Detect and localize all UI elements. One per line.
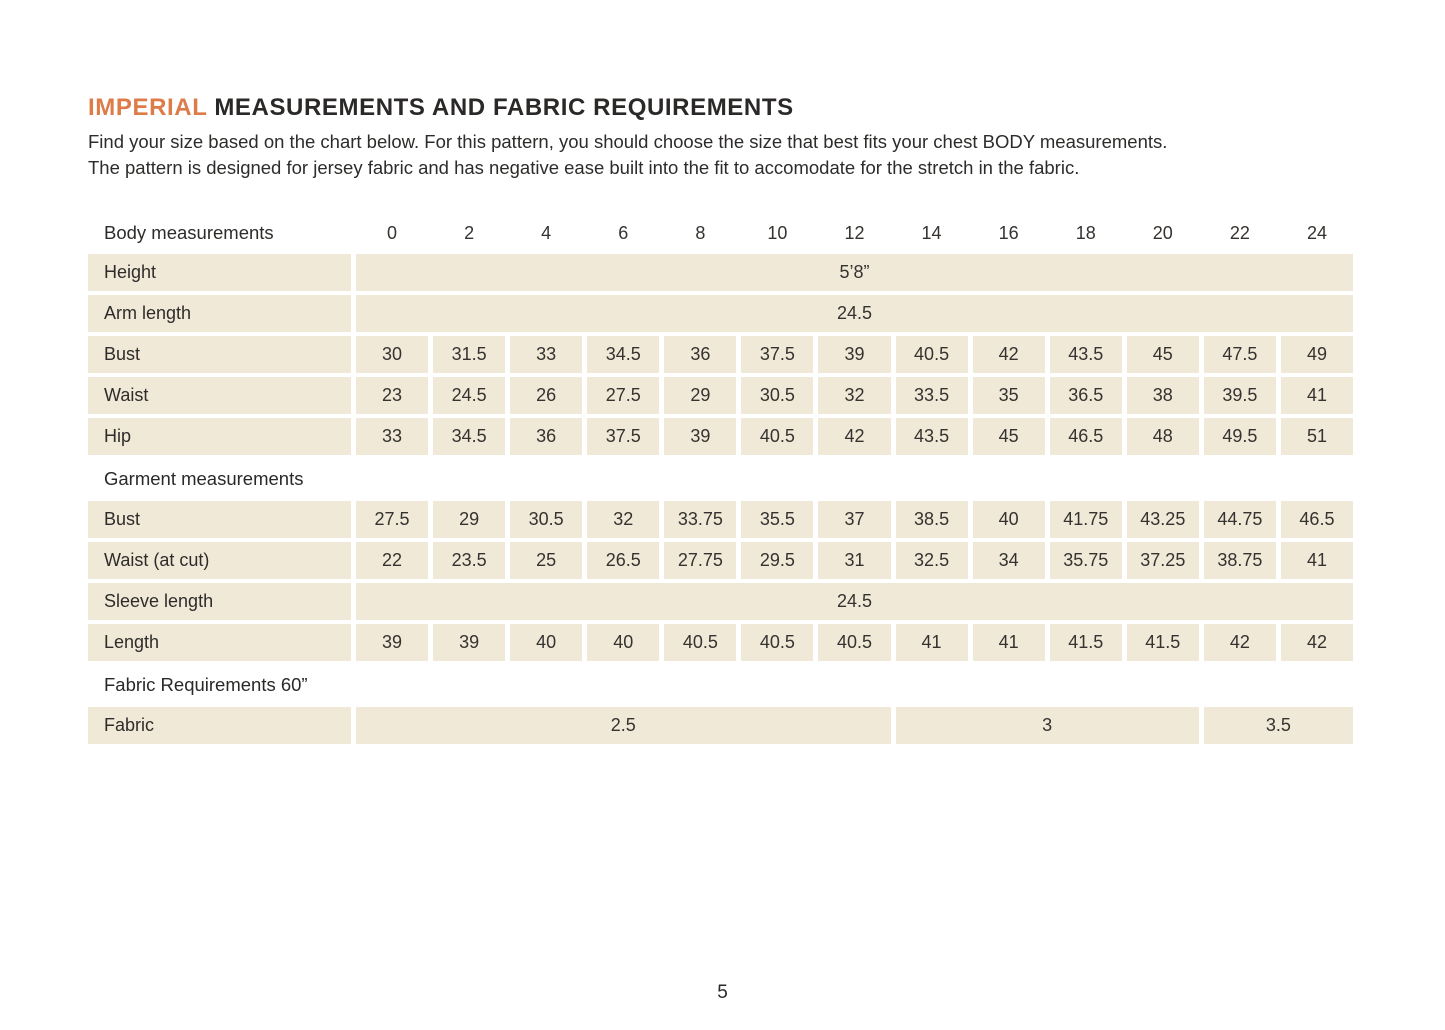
intro-line-1: Find your size based on the chart below. For this pattern, you should choose the size that best fits your chest BODY measurements. [88, 131, 1168, 152]
size-value-cell: 38 [1127, 377, 1199, 414]
size-value-cell: 37.25 [1127, 542, 1199, 579]
row-span-value: 5’8” [356, 254, 1353, 291]
row-span-value: 24.5 [356, 295, 1353, 332]
intro-line-2: The pattern is designed for jersey fabric and has negative ease built into the fit to accomodate for the stretch in the fabric. [88, 156, 1080, 178]
table-header-label: Body measurements [104, 222, 274, 243]
size-value-cell: 29 [664, 377, 736, 414]
row-span-value: 24.5 [356, 583, 1353, 620]
section-header: Fabric Requirements 60” [104, 674, 308, 695]
row-label: Arm length [88, 295, 351, 332]
size-value-cell: 24.5 [433, 377, 505, 414]
size-column-header: 4 [541, 222, 552, 243]
size-value-cell: 38.5 [896, 501, 968, 538]
size-value-cell: 40.5 [741, 624, 813, 661]
size-value-cell: 32 [587, 501, 659, 538]
size-value-cell: 42 [1281, 624, 1353, 661]
size-value-cell: 27.5 [587, 377, 659, 414]
size-value-cell: 41 [1281, 542, 1353, 579]
size-value-cell: 44.75 [1204, 501, 1276, 538]
fabric-span-cell: 3 [896, 707, 1199, 744]
table-row [88, 707, 1353, 744]
row-label: Length [88, 624, 351, 661]
size-column-header: 8 [695, 222, 706, 243]
row-label: Bust [88, 501, 351, 538]
size-value-cell: 49.5 [1204, 418, 1276, 455]
size-value-cell: 34.5 [587, 336, 659, 373]
table-header-row [88, 219, 1353, 247]
size-value-cell: 33 [510, 336, 582, 373]
row-label: Fabric [88, 707, 351, 744]
size-value-cell: 22 [356, 542, 428, 579]
size-column-header: 6 [618, 222, 629, 243]
size-value-cell: 31.5 [433, 336, 505, 373]
size-value-cell: 34 [973, 542, 1045, 579]
size-value-cell: 37 [818, 501, 890, 538]
size-value-cell: 29.5 [741, 542, 813, 579]
size-value-cell: 38.75 [1204, 542, 1276, 579]
size-value-cell: 51 [1281, 418, 1353, 455]
size-column-header: 14 [921, 222, 942, 243]
size-value-cell: 37.5 [587, 418, 659, 455]
size-value-cell: 27.5 [356, 501, 428, 538]
size-value-cell: 30.5 [741, 377, 813, 414]
table-row [88, 336, 1353, 373]
size-column-header: 2 [464, 222, 475, 243]
size-value-cell: 39 [818, 336, 890, 373]
size-column-header: 22 [1229, 222, 1250, 243]
size-value-cell: 33.5 [896, 377, 968, 414]
page-title [88, 94, 1353, 122]
size-value-cell: 34.5 [433, 418, 505, 455]
size-column-header: 16 [998, 222, 1019, 243]
size-column-header: 10 [767, 222, 788, 243]
size-value-cell: 41 [973, 624, 1045, 661]
section-header: Garment measurements [104, 468, 304, 489]
size-value-cell: 25 [510, 542, 582, 579]
size-column-header: 24 [1306, 222, 1327, 243]
size-value-cell: 47.5 [1204, 336, 1276, 373]
size-value-cell: 43.5 [896, 418, 968, 455]
size-value-cell: 41.5 [1050, 624, 1122, 661]
fabric-span-cell: 3.5 [1204, 707, 1353, 744]
size-value-cell: 40.5 [896, 336, 968, 373]
size-value-cell: 37.5 [741, 336, 813, 373]
size-value-cell: 41.5 [1127, 624, 1199, 661]
size-value-cell: 46.5 [1281, 501, 1353, 538]
size-value-cell: 41 [896, 624, 968, 661]
table-row [88, 624, 1353, 661]
table-row [88, 418, 1353, 455]
row-label: Sleeve length [88, 583, 351, 620]
size-value-cell: 30 [356, 336, 428, 373]
size-value-cell: 42 [973, 336, 1045, 373]
size-value-cell: 35.75 [1050, 542, 1122, 579]
size-value-cell: 27.75 [664, 542, 736, 579]
row-label: Height [88, 254, 351, 291]
size-value-cell: 48 [1127, 418, 1199, 455]
table-row [88, 542, 1353, 579]
size-value-cell: 39 [356, 624, 428, 661]
size-value-cell: 40 [973, 501, 1045, 538]
row-label: Bust [88, 336, 351, 373]
size-value-cell: 40.5 [664, 624, 736, 661]
measurements-table [88, 219, 1353, 744]
intro-paragraph [88, 129, 1353, 180]
size-value-cell: 35 [973, 377, 1045, 414]
size-value-cell: 41 [1281, 377, 1353, 414]
size-value-cell: 23 [356, 377, 428, 414]
size-value-cell: 29 [433, 501, 505, 538]
page-title-rest: MEASUREMENTS AND FABRIC REQUIREMENTS [207, 94, 794, 121]
size-value-cell: 43.25 [1127, 501, 1199, 538]
size-value-cell: 39 [664, 418, 736, 455]
size-value-cell: 26 [510, 377, 582, 414]
table-row [88, 377, 1353, 414]
size-value-cell: 26.5 [587, 542, 659, 579]
size-value-cell: 32 [818, 377, 890, 414]
fabric-span-cell: 2.5 [356, 707, 891, 744]
table-row [88, 501, 1353, 538]
size-value-cell: 36 [664, 336, 736, 373]
page-title-highlight: IMPERIAL [88, 94, 208, 121]
size-value-cell: 42 [1204, 624, 1276, 661]
size-value-cell: 40 [510, 624, 582, 661]
size-value-cell: 23.5 [433, 542, 505, 579]
size-value-cell: 40.5 [741, 418, 813, 455]
size-value-cell: 43.5 [1050, 336, 1122, 373]
size-value-cell: 39.5 [1204, 377, 1276, 414]
size-value-cell: 42 [818, 418, 890, 455]
table-row [88, 254, 1353, 291]
size-column-header: 20 [1152, 222, 1173, 243]
table-row [88, 295, 1353, 332]
size-value-cell: 45 [973, 418, 1045, 455]
size-value-cell: 40 [587, 624, 659, 661]
size-value-cell: 49 [1281, 336, 1353, 373]
row-label: Waist [88, 377, 351, 414]
size-value-cell: 32.5 [896, 542, 968, 579]
size-value-cell: 35.5 [741, 501, 813, 538]
size-value-cell: 45 [1127, 336, 1199, 373]
size-column-header: 0 [387, 222, 398, 243]
size-value-cell: 36 [510, 418, 582, 455]
size-column-header: 12 [844, 222, 865, 243]
size-value-cell: 33 [356, 418, 428, 455]
size-value-cell: 39 [433, 624, 505, 661]
row-label: Waist (at cut) [88, 542, 351, 579]
size-value-cell: 31 [818, 542, 890, 579]
size-value-cell: 40.5 [818, 624, 890, 661]
size-value-cell: 33.75 [664, 501, 736, 538]
size-value-cell: 46.5 [1050, 418, 1122, 455]
page-number: 5 [717, 982, 728, 1003]
table-row [88, 583, 1353, 620]
size-value-cell: 30.5 [510, 501, 582, 538]
size-column-header: 18 [1075, 222, 1096, 243]
size-value-cell: 41.75 [1050, 501, 1122, 538]
row-label: Hip [88, 418, 351, 455]
size-value-cell: 36.5 [1050, 377, 1122, 414]
